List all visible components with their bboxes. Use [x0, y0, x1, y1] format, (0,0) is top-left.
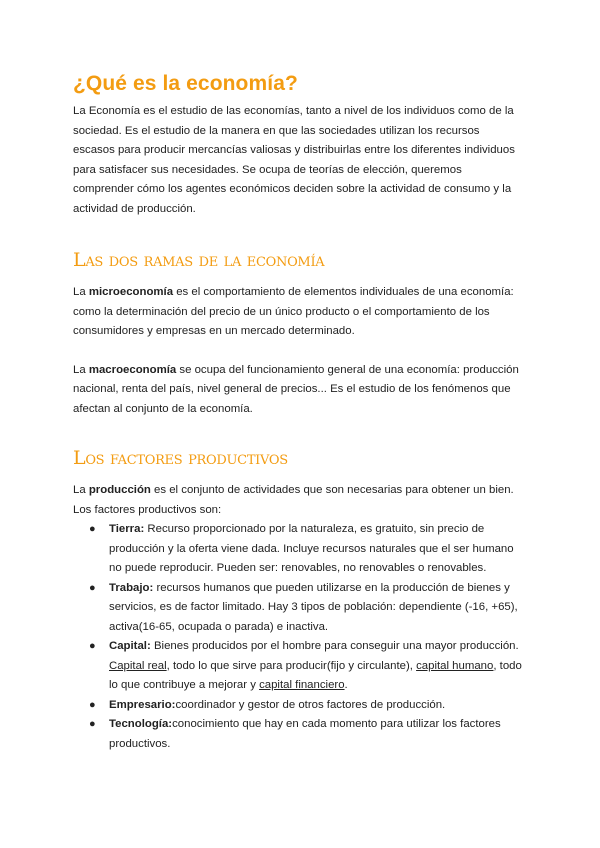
- macroeconomia-paragraph: [73, 361, 524, 420]
- produccion-term: producción: [88, 484, 151, 496]
- bullet-icon: ●: [89, 718, 96, 730]
- microeconomia-paragraph: [73, 283, 524, 342]
- macro-text: se ocupa del funcionamiento general de una economía: producción nacional, renta del país, nivel general de precios... Es el estudio de los fenómenos que afectan al conjunto de la economía.: [73, 363, 519, 415]
- item-text: conocimiento que hay en cada momento para utilizar los factores productivos.: [109, 718, 501, 750]
- produccion-prefix: La: [73, 484, 89, 496]
- factors-list: [73, 520, 524, 754]
- intro-paragraph: La Economía es el estudio de las economías, tanto a nivel de los individuos como de la sociedad. Es el estudio de la manera en que las sociedades utilizan los recursos escasos para producir mercancías valiosas y distribuirlas entre los diferentes individuos para satisfacer sus necesidades. Se ocupa de teorías de elección, queremos comprender cómo los agentes económicos deciden sobre la actividad de consumo y la actividad de producción.: [73, 105, 515, 215]
- item-term: Capital:: [109, 640, 151, 652]
- bullet-icon: ●: [89, 523, 96, 535]
- micro-prefix: La: [73, 286, 89, 298]
- macro-prefix: La: [73, 363, 89, 376]
- item-text: recursos humanos que pueden utilizarse en la producción de bienes y servicios, es de factor limitado. Hay 3 tipos de población: dependiente (-16, +65), activa(16-65, ocupada o parada) e inactiva.: [109, 581, 518, 633]
- macro-term: macroeconomía: [88, 363, 177, 376]
- produccion-paragraph: [73, 481, 524, 520]
- item-text: Bienes producidos por el hombre para conseguir una mayor producción.: [150, 640, 519, 652]
- list-item-tierra: [73, 520, 524, 579]
- item-text: Recurso proporcionado por la naturaleza, es gratuito, sin precio de producción y la oferta viene dada. Incluye recursos naturales que el ser humano no puede reproducir. Pueden ser: renovables, no renovables o renovables.: [109, 523, 514, 574]
- list-item-empresario: [73, 696, 524, 716]
- page-title: ¿Qué es la economía?: [73, 72, 298, 95]
- section-heading-ramas: Las dos ramas de la economía: [73, 249, 325, 271]
- item-text-4: .: [344, 679, 348, 691]
- micro-term: microeconomía: [88, 286, 174, 298]
- produccion-text: es el conjunto de actividades que son necesarias para obtener un bien. Los factores productivos son:: [73, 484, 514, 516]
- section-heading-factores: Los factores productivos: [73, 447, 288, 469]
- list-item-capital: [73, 637, 524, 696]
- capital-real-term: Capital real: [109, 659, 167, 672]
- micro-text: es el comportamiento de elementos individuales de una economía: como la determinación del precio de un único producto o el comportamiento de los consumidores y empresas en un mercado determinado.: [73, 286, 514, 337]
- bullet-icon: ●: [89, 640, 96, 652]
- list-item-tecnologia: [73, 715, 524, 754]
- bullet-icon: ●: [89, 581, 96, 594]
- item-term: Empresario:: [109, 698, 176, 711]
- item-term: Trabajo:: [109, 581, 154, 594]
- bullet-icon: ●: [89, 698, 96, 711]
- item-text: coordinador y gestor de otros factores de producción.: [175, 698, 446, 711]
- item-term: Tecnología:: [109, 718, 173, 730]
- capital-humano-term: capital humano,: [416, 659, 497, 672]
- list-item-trabajo: [73, 579, 524, 638]
- item-term: Tierra:: [109, 523, 145, 535]
- item-text-3: todo lo que contribuye a mejorar y: [109, 659, 522, 691]
- item-text-2: , todo lo que sirve para producir(fijo y circulante),: [166, 659, 417, 672]
- capital-financiero-term: capital financiero: [259, 679, 345, 691]
